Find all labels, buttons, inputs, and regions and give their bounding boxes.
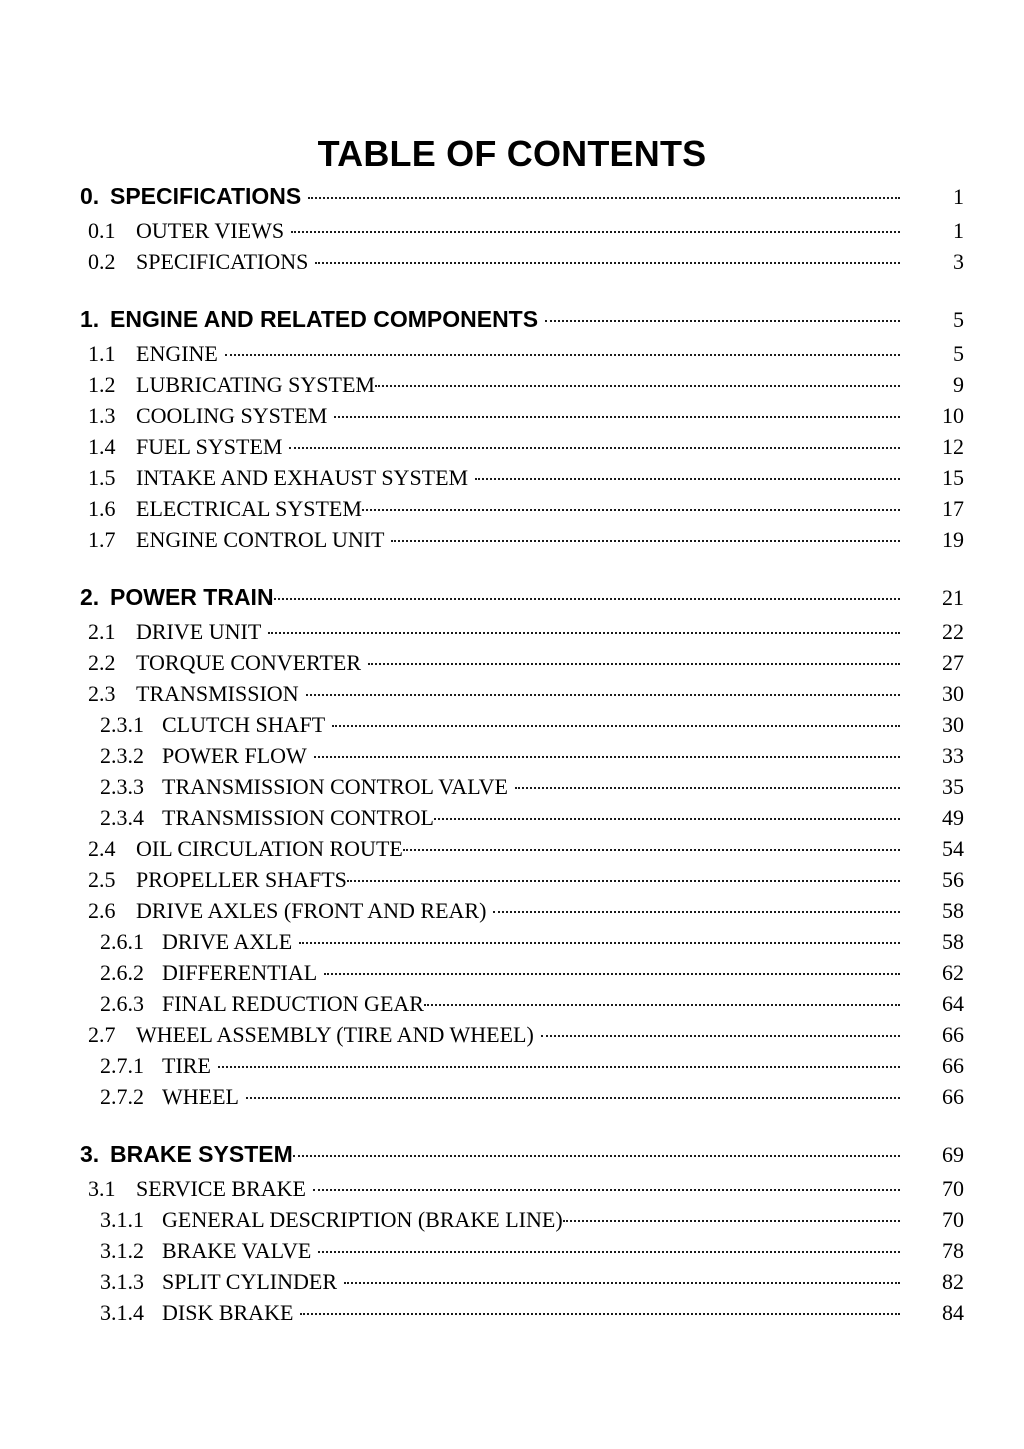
toc-entry-number: 3.1.3 <box>100 1269 144 1294</box>
toc-entry-label: ENGINE AND RELATED COMPONENTS <box>110 306 539 332</box>
toc-entry-page-number: 84 <box>942 1300 964 1325</box>
toc-entry-page-number: 30 <box>942 712 964 737</box>
section-spacer <box>0 1112 1024 1136</box>
toc-entry-label: FUEL SYSTEM <box>136 434 283 459</box>
toc-entry-label: TIRE <box>162 1053 211 1078</box>
dot-leader <box>306 679 900 701</box>
toc-entry-page-number: 70 <box>942 1176 964 1201</box>
toc-entry-page-number: 64 <box>942 991 964 1016</box>
toc-entry[interactable] <box>0 1081 1024 1112</box>
dot-leader <box>347 865 900 887</box>
toc-entry-number: 2. <box>80 584 100 610</box>
toc-entry-page-number: 27 <box>942 650 964 675</box>
toc-entry-number: 2.3.2 <box>100 743 144 768</box>
toc-entry-label: DRIVE AXLE <box>162 929 293 954</box>
toc-entry-label: WHEEL ASSEMBLY (TIRE AND WHEEL) <box>136 1022 534 1047</box>
toc-entry-number: 2.7.1 <box>100 1053 144 1078</box>
toc-entry-page-number: 12 <box>942 434 964 459</box>
toc-entry[interactable] <box>0 1019 1024 1050</box>
dot-leader <box>332 710 900 732</box>
toc-entry-page-number: 15 <box>942 465 964 490</box>
toc-entry-page-number: 66 <box>942 1053 964 1078</box>
toc-entry-label: CLUTCH SHAFT <box>162 712 326 737</box>
toc-entry-page-number: 17 <box>942 496 964 521</box>
toc-entry[interactable] <box>0 1235 1024 1266</box>
toc-entry[interactable] <box>0 833 1024 864</box>
toc-entry-page-number: 21 <box>942 585 964 610</box>
toc-entry[interactable] <box>0 802 1024 833</box>
dot-leader <box>246 1082 900 1104</box>
toc-entry-page-number: 35 <box>942 774 964 799</box>
toc-entry-number: 2.6 <box>88 898 116 923</box>
toc-entry-label: GENERAL DESCRIPTION (BRAKE LINE) <box>162 1207 563 1232</box>
section-spacer <box>0 555 1024 579</box>
toc-entry-label: POWER FLOW <box>162 743 307 768</box>
toc-entry-page-number: 69 <box>942 1142 964 1167</box>
toc-entry-number: 1.6 <box>88 496 116 521</box>
toc-entry-number: 1.3 <box>88 403 116 428</box>
dot-leader <box>293 1139 900 1162</box>
toc-entry-label: INTAKE AND EXHAUST SYSTEM <box>136 465 469 490</box>
toc-entry[interactable] <box>0 895 1024 926</box>
toc-entry-label: SPLIT CYLINDER <box>162 1269 337 1294</box>
toc-entry[interactable] <box>0 178 1024 215</box>
dot-leader <box>362 494 900 516</box>
dot-leader <box>475 463 900 485</box>
toc-entry-number: 0.1 <box>88 218 116 243</box>
dot-leader <box>289 432 900 454</box>
toc-entry-page-number: 56 <box>942 867 964 892</box>
dot-leader <box>368 648 900 670</box>
toc-entry[interactable] <box>0 462 1024 493</box>
toc-entry-number: 2.3.3 <box>100 774 144 799</box>
section-spacer <box>0 277 1024 301</box>
toc-entry-number: 2.2 <box>88 650 116 675</box>
toc-entry-label: SPECIFICATIONS <box>110 183 302 209</box>
dot-leader <box>391 525 900 547</box>
toc-entry-label: SERVICE BRAKE <box>136 1176 306 1201</box>
toc-entry-label: ENGINE CONTROL UNIT <box>136 527 385 552</box>
toc-entry[interactable] <box>0 1297 1024 1328</box>
toc-entry-label: ELECTRICAL SYSTEM <box>136 496 362 521</box>
dot-leader <box>403 834 900 856</box>
toc-entry-label: OIL CIRCULATION ROUTE <box>136 836 403 861</box>
toc-entry-label: LUBRICATING SYSTEM <box>136 372 375 397</box>
toc-entry-label: ENGINE <box>136 341 218 366</box>
dot-leader <box>314 741 900 763</box>
toc-entry-label: DRIVE UNIT <box>136 619 262 644</box>
dot-leader <box>334 401 900 423</box>
dot-leader <box>563 1205 900 1227</box>
dot-leader <box>308 181 900 204</box>
toc-entry-number: 1. <box>80 306 100 332</box>
toc-entry-page-number: 54 <box>942 836 964 861</box>
toc-entry-label: BRAKE VALVE <box>162 1238 312 1263</box>
toc-entry-page-number: 10 <box>942 403 964 428</box>
toc-entry-number: 2.3.1 <box>100 712 144 737</box>
toc-entry-page-number: 49 <box>942 805 964 830</box>
dot-leader <box>300 1298 900 1320</box>
toc-entry-page-number: 66 <box>942 1022 964 1047</box>
toc-entry-page-number: 30 <box>942 681 964 706</box>
toc-entry-page-number: 78 <box>942 1238 964 1263</box>
toc-entry[interactable] <box>0 678 1024 709</box>
toc-entry-page-number: 1 <box>953 218 964 243</box>
toc-entry[interactable] <box>0 957 1024 988</box>
toc-entry[interactable] <box>0 1050 1024 1081</box>
dot-leader <box>218 1051 900 1073</box>
toc-entry[interactable] <box>0 647 1024 678</box>
toc-entry-label: COOLING SYSTEM <box>136 403 328 428</box>
toc-entry[interactable] <box>0 246 1024 277</box>
dot-leader <box>515 772 900 794</box>
toc-entry-label: OUTER VIEWS <box>136 218 285 243</box>
toc-entry-number: 3. <box>80 1141 100 1167</box>
toc-entry[interactable] <box>0 301 1024 338</box>
dot-leader <box>375 370 900 392</box>
toc-entry-label: POWER TRAIN <box>110 584 274 610</box>
toc-entry-label: SPECIFICATIONS <box>136 249 309 274</box>
toc-entry-page-number: 5 <box>953 341 964 366</box>
toc-entry-number: 2.3 <box>88 681 116 706</box>
page-title: TABLE OF CONTENTS <box>317 133 707 174</box>
toc-entry[interactable] <box>0 740 1024 771</box>
toc-entry-label: WHEEL <box>162 1084 239 1109</box>
toc-entry-number: 2.7.2 <box>100 1084 144 1109</box>
dot-leader <box>541 1020 900 1042</box>
toc-entry-label: FINAL REDUCTION GEAR <box>162 991 424 1016</box>
toc-entry[interactable] <box>0 369 1024 400</box>
dot-leader <box>344 1267 900 1289</box>
toc-entry-number: 1.5 <box>88 465 116 490</box>
toc-entry[interactable] <box>0 400 1024 431</box>
toc-entry-number: 0. <box>80 183 100 209</box>
toc-entry[interactable] <box>0 926 1024 957</box>
dot-leader <box>545 304 900 327</box>
toc-entry-label: BRAKE SYSTEM <box>110 1141 293 1167</box>
dot-leader <box>268 617 900 639</box>
toc-entry-label: TORQUE CONVERTER <box>136 650 361 675</box>
toc-entry-label: TRANSMISSION CONTROL <box>162 805 434 830</box>
toc-entry-number: 2.6.2 <box>100 960 144 985</box>
dot-leader <box>299 927 900 949</box>
toc-entry-number: 2.7 <box>88 1022 116 1047</box>
dot-leader <box>225 339 900 361</box>
toc-entry[interactable] <box>0 1266 1024 1297</box>
toc-entry-page-number: 58 <box>942 929 964 954</box>
toc-entry-page-number: 33 <box>942 743 964 768</box>
toc-entry-page-number: 22 <box>942 619 964 644</box>
toc-entry-number: 3.1.2 <box>100 1238 144 1263</box>
toc-entry-label: DIFFERENTIAL <box>162 960 318 985</box>
toc-entry-number: 1.4 <box>88 434 116 459</box>
dot-leader <box>291 216 900 238</box>
toc-entry-number: 3.1.4 <box>100 1300 144 1325</box>
toc-entry[interactable] <box>0 493 1024 524</box>
toc-entry-number: 2.5 <box>88 867 116 892</box>
dot-leader <box>318 1236 900 1258</box>
toc-entry-label: TRANSMISSION CONTROL VALVE <box>162 774 508 799</box>
toc-entry-label: DISK BRAKE <box>162 1300 294 1325</box>
dot-leader <box>274 582 900 605</box>
toc-entry[interactable] <box>0 709 1024 740</box>
toc-entry-page-number: 19 <box>942 527 964 552</box>
dot-leader <box>324 958 900 980</box>
toc-entry[interactable] <box>0 616 1024 647</box>
toc-entry-label: DRIVE AXLES (FRONT AND REAR) <box>136 898 487 923</box>
toc-entry-number: 1.7 <box>88 527 116 552</box>
dot-leader <box>313 1174 900 1196</box>
dot-leader <box>424 989 900 1011</box>
toc-entry[interactable] <box>0 431 1024 462</box>
toc-entry-page-number: 5 <box>953 307 964 332</box>
toc-entry[interactable] <box>0 771 1024 802</box>
toc-entry-page-number: 70 <box>942 1207 964 1232</box>
toc-entry-number: 1.2 <box>88 372 116 397</box>
toc-entry-number: 2.4 <box>88 836 116 861</box>
toc-entry-page-number: 82 <box>942 1269 964 1294</box>
toc-entry[interactable] <box>0 864 1024 895</box>
toc-entry-number: 3.1 <box>88 1176 116 1201</box>
toc-entry-number: 0.2 <box>88 249 116 274</box>
toc-entry-page-number: 62 <box>942 960 964 985</box>
toc-entry[interactable] <box>0 579 1024 616</box>
dot-leader <box>493 896 900 918</box>
toc-entry-page-number: 3 <box>953 249 964 274</box>
toc-entry-number: 2.6.3 <box>100 991 144 1016</box>
toc-entry-number: 2.3.4 <box>100 805 144 830</box>
dot-leader <box>434 803 900 825</box>
table-of-contents-list <box>0 178 1024 1328</box>
toc-entry-number: 3.1.1 <box>100 1207 144 1232</box>
toc-entry-label: TRANSMISSION <box>136 681 299 706</box>
toc-entry[interactable] <box>0 988 1024 1019</box>
toc-entry-number: 1.1 <box>88 341 116 366</box>
toc-entry-number: 2.1 <box>88 619 116 644</box>
toc-entry[interactable] <box>0 1173 1024 1204</box>
dot-leader <box>315 247 900 269</box>
toc-entry[interactable] <box>0 524 1024 555</box>
toc-entry-page-number: 9 <box>953 372 964 397</box>
toc-entry-label: PROPELLER SHAFTS <box>136 867 347 892</box>
toc-entry[interactable] <box>0 338 1024 369</box>
toc-entry-page-number: 1 <box>953 184 964 209</box>
toc-entry[interactable] <box>0 1136 1024 1173</box>
toc-entry[interactable] <box>0 215 1024 246</box>
toc-entry-number: 2.6.1 <box>100 929 144 954</box>
toc-entry-page-number: 58 <box>942 898 964 923</box>
toc-entry-page-number: 66 <box>942 1084 964 1109</box>
toc-entry[interactable] <box>0 1204 1024 1235</box>
